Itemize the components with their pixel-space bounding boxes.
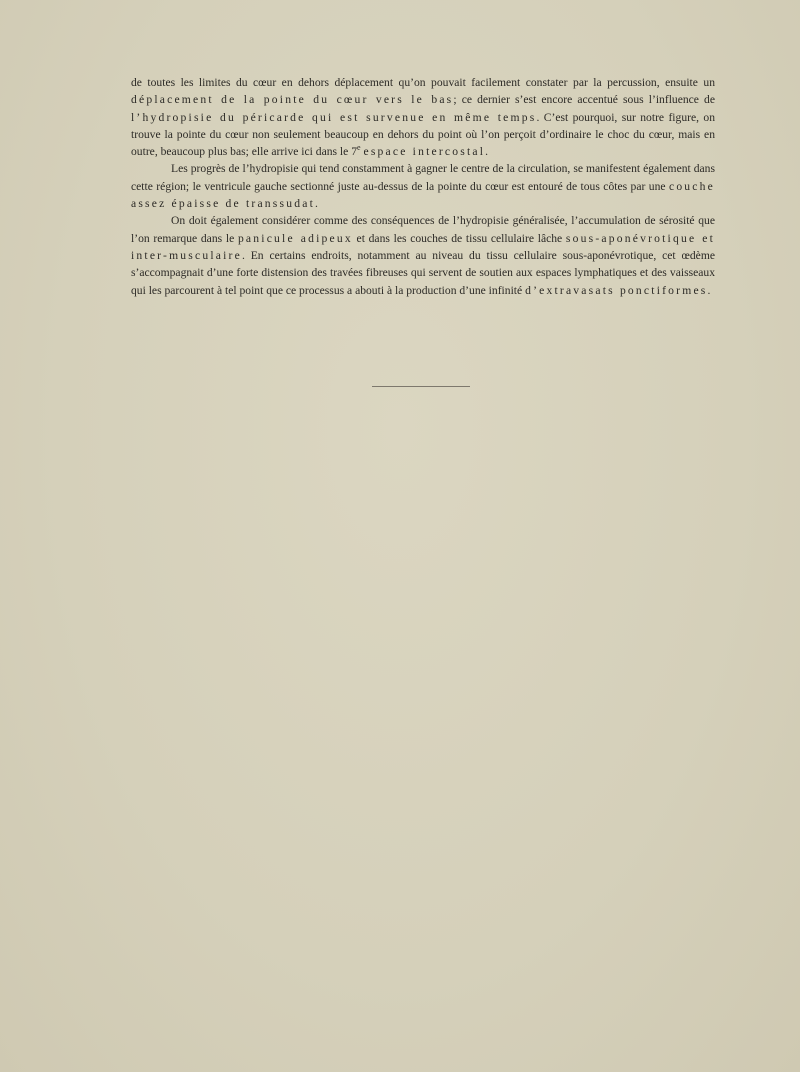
paragraph-2 (131, 160, 715, 212)
spaced-term: d’extravasats ponctiformes (525, 283, 708, 297)
text-segment: . (315, 197, 318, 211)
text-segment: . En certains endroits, notamment au niveau du tissu cellulaire sous-aponévrotique, cet œdème s’accompagnait d’une forte distension des travées fibreuses qui servent de soutien aux espaces lymphatiques et des vaisseaux qui les parcourent à tel point que ce processus a abouti à la production d’une infinité (131, 248, 715, 297)
text-segment: 7 (351, 145, 357, 159)
text-segment: . C’est pourquoi, sur notre figure, on trouve la pointe du cœur non seulement beaucoup en dehors du point où l’on perçoit d’ordinaire le choc du cœur, mais en outre, beaucoup plus bas; elle arrive ici dans le (131, 110, 715, 159)
paragraph-1 (131, 74, 715, 160)
text-segment: . (485, 145, 489, 159)
spaced-term: déplacement de la pointe du cœur vers le bas (131, 93, 454, 107)
paragraph-3 (131, 212, 715, 298)
superscript: e (357, 143, 361, 153)
body-text (131, 74, 715, 299)
section-divider-rule (372, 386, 470, 387)
spaced-term: sous-aponévrotique et inter-musculaire (131, 231, 715, 262)
spaced-term: espace intercostal (363, 145, 486, 159)
text-segment: On doit également considérer comme des conséquences de l’hydropisie généralisée, l’accumulation de sérosité que l’on remarque dans le (131, 214, 715, 245)
text-segment: de toutes les limites du cœur en dehors déplacement qu’on pouvait facilement constater par la percussion, ensuite un (131, 76, 715, 89)
spaced-term: panicule adipeux (237, 231, 353, 245)
text-segment: . (707, 283, 711, 297)
text-segment: ; ce dernier s’est encore accentué sous l’influence de (453, 93, 715, 107)
spaced-term: l’hydropisie du péricarde qui est survenue en même temps (131, 110, 537, 124)
spaced-term: couche assez épaisse de transsudat (131, 179, 715, 211)
text-segment: et dans les couches de tissu cellulaire lâche (352, 231, 566, 245)
text-segment: Les progrès de l’hydropisie qui tend constamment à gagner le centre de la circulation, se manifestent également dans cette région; le ventricule gauche sectionné juste au-dessus de la pointe du cœur est entouré de tous côtes par une (131, 162, 715, 193)
